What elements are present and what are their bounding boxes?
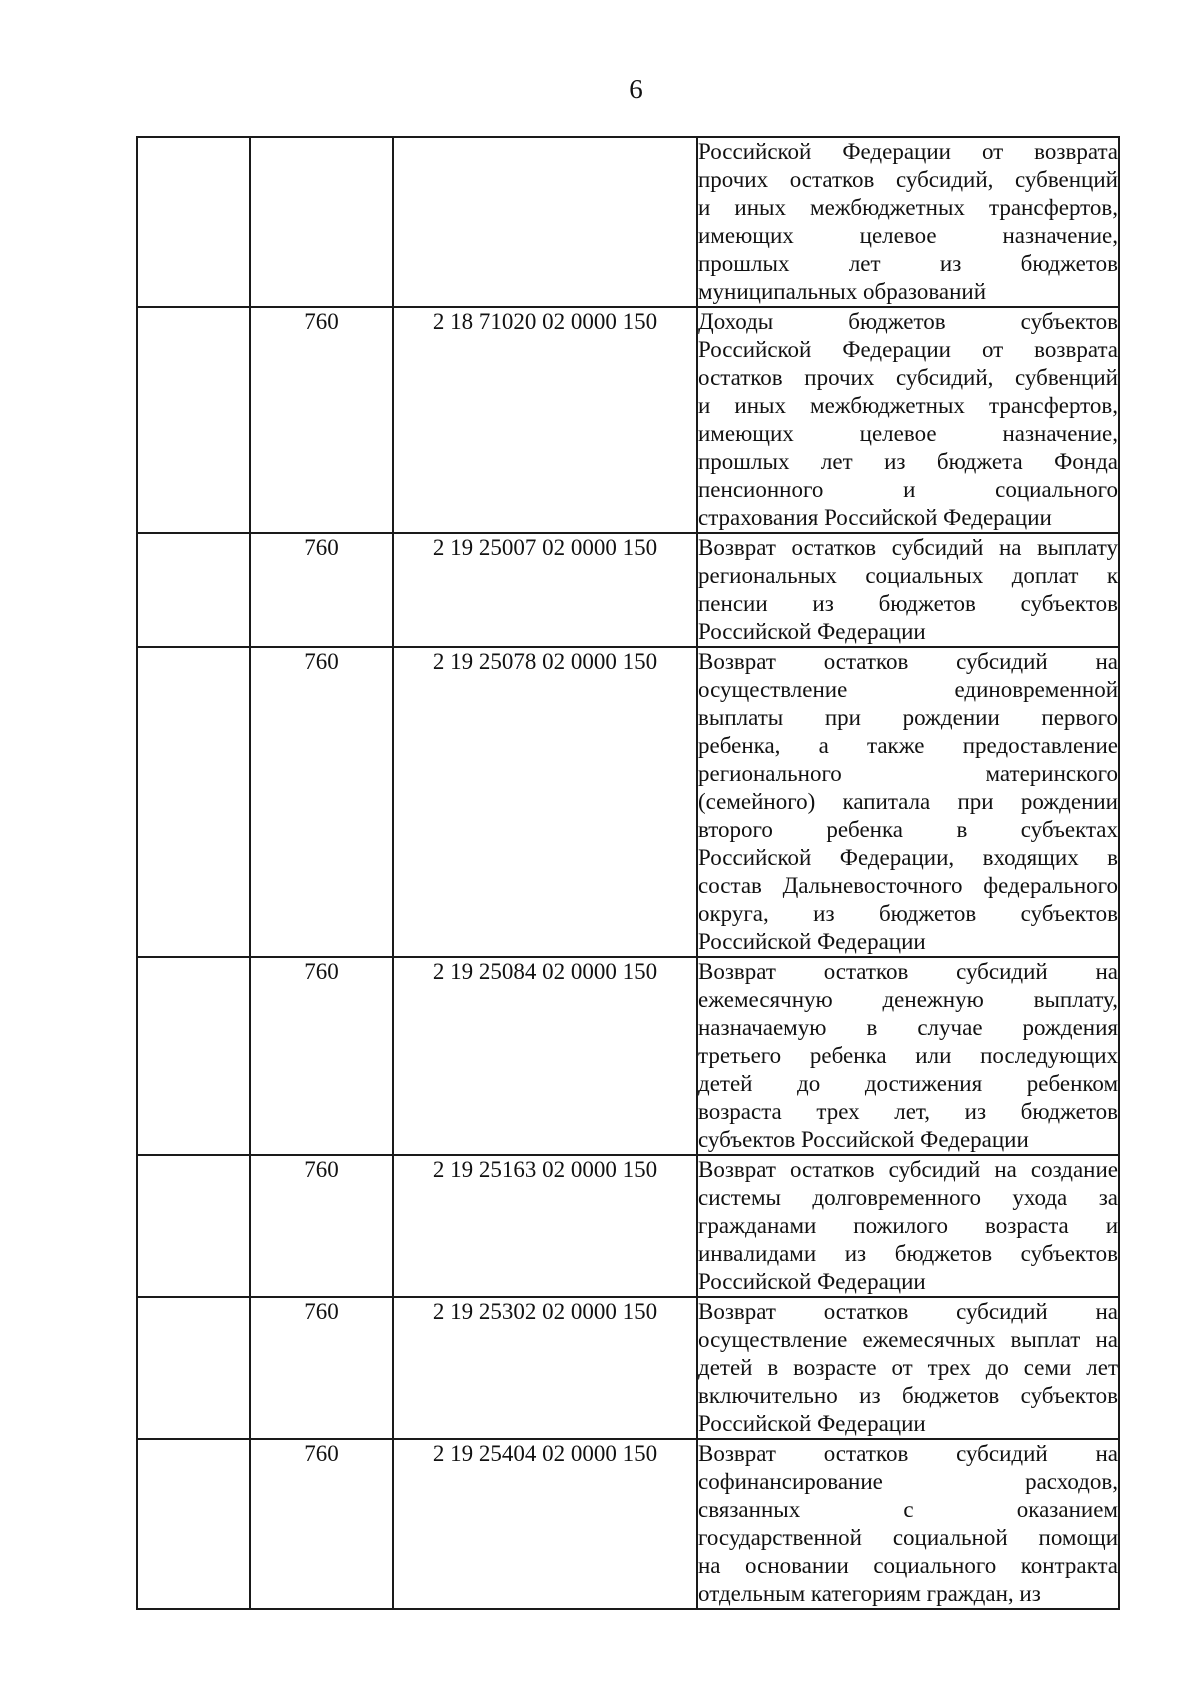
income-code-cell: 2 19 25163 02 0000 150: [393, 1155, 697, 1297]
empty-cell: [137, 307, 250, 533]
admin-code-cell: 760: [250, 647, 393, 957]
table-row: [137, 957, 1119, 1155]
description-line: остатков прочих субсидий, субвенций: [698, 365, 1118, 390]
description-line: Российской Федерации: [698, 1411, 926, 1436]
description-cell: [697, 1439, 1119, 1609]
empty-cell: [137, 1155, 250, 1297]
description-line: Российской Федерации: [698, 1269, 926, 1294]
admin-code-cell: 760: [250, 533, 393, 647]
income-code-cell: 2 19 25078 02 0000 150: [393, 647, 697, 957]
description-line: детей до достижения ребенком: [698, 1071, 1118, 1096]
description-cell: [697, 957, 1119, 1155]
description-line: прошлых лет из бюджетов: [698, 251, 1118, 276]
description-line: прошлых лет из бюджета Фонда: [698, 449, 1118, 474]
description-line: (семейного) капитала при рождении: [698, 789, 1118, 814]
description-line: Российской Федерации: [698, 619, 926, 644]
description-line: Доходы бюджетов субъектов: [698, 309, 1118, 334]
description-cell: [697, 307, 1119, 533]
description-line: третьего ребенка или последующих: [698, 1043, 1118, 1068]
description-cell: [697, 137, 1119, 307]
description-line: включительно из бюджетов субъектов: [698, 1383, 1118, 1408]
empty-cell: [137, 957, 250, 1155]
description-line: на основании социального контракта: [698, 1553, 1118, 1578]
admin-code-cell: 760: [250, 1439, 393, 1609]
empty-cell: [137, 1439, 250, 1609]
income-code-cell: 2 19 25084 02 0000 150: [393, 957, 697, 1155]
description-line: инвалидами из бюджетов субъектов: [698, 1241, 1118, 1266]
description-line: Российской Федерации: [698, 929, 926, 954]
description-line: Российской Федерации от возврата: [698, 337, 1118, 362]
description-line: связанных с оказанием: [698, 1497, 1118, 1522]
description-line: муниципальных образований: [698, 279, 987, 304]
description-line: Российской Федерации, входящих в: [698, 845, 1118, 870]
description-line: имеющих целевое назначение,: [698, 223, 1118, 248]
empty-cell: [137, 137, 250, 307]
income-code-cell: 2 19 25007 02 0000 150: [393, 533, 697, 647]
admin-code-cell: 760: [250, 1155, 393, 1297]
description-line: состав Дальневосточного федерального: [698, 873, 1118, 898]
description-line: страхования Российской Федерации: [698, 505, 1052, 530]
description-line: возраста трех лет, из бюджетов: [698, 1099, 1118, 1124]
income-code-cell: 2 19 25302 02 0000 150: [393, 1297, 697, 1439]
description-line: Российской Федерации от возврата: [698, 139, 1118, 164]
description-line: имеющих целевое назначение,: [698, 421, 1118, 446]
description-cell: [697, 1155, 1119, 1297]
admin-code-cell: 760: [250, 1297, 393, 1439]
description-cell: [697, 533, 1119, 647]
description-line: назначаемую в случае рождения: [698, 1015, 1118, 1040]
description-line: Возврат остатков субсидий на: [698, 649, 1118, 674]
description-line: прочих остатков субсидий, субвенций: [698, 167, 1118, 192]
description-line: государственной социальной помощи: [698, 1525, 1118, 1550]
description-line: осуществление ежемесячных выплат на: [698, 1327, 1118, 1352]
description-line: округа, из бюджетов субъектов: [698, 901, 1118, 926]
empty-cell: [137, 647, 250, 957]
description-line: региональных социальных доплат к: [698, 563, 1118, 588]
description-line: детей в возрасте от трех до семи лет: [698, 1355, 1118, 1380]
description-line: софинансирование расходов,: [698, 1469, 1118, 1494]
description-line: осуществление единовременной: [698, 677, 1118, 702]
admin-code-cell: 760: [250, 307, 393, 533]
income-code-cell: 2 18 71020 02 0000 150: [393, 307, 697, 533]
income-code-cell: 2 19 25404 02 0000 150: [393, 1439, 697, 1609]
description-line: ежемесячную денежную выплату,: [698, 987, 1118, 1012]
description-line: Возврат остатков субсидий на: [698, 959, 1118, 984]
description-line: второго ребенка в субъектах: [698, 817, 1118, 842]
description-line: субъектов Российской Федерации: [698, 1127, 1029, 1152]
table-body: [137, 137, 1119, 1609]
description-line: Возврат остатков субсидий на выплату: [698, 535, 1118, 560]
description-line: Возврат остатков субсидий на: [698, 1441, 1118, 1466]
table-row: [137, 1297, 1119, 1439]
admin-code-cell: [250, 137, 393, 307]
description-line: гражданами пожилого возраста и: [698, 1213, 1118, 1238]
description-line: Возврат остатков субсидий на: [698, 1299, 1118, 1324]
table-row: [137, 647, 1119, 957]
table-row: [137, 1155, 1119, 1297]
budget-codes-table: [136, 136, 1120, 1610]
table-row: [137, 307, 1119, 533]
description-line: регионального материнского: [698, 761, 1118, 786]
description-line: выплаты при рождении первого: [698, 705, 1118, 730]
description-cell: [697, 1297, 1119, 1439]
table-row: [137, 137, 1119, 307]
income-code-cell: [393, 137, 697, 307]
description-line: пенсии из бюджетов субъектов: [698, 591, 1118, 616]
admin-code-cell: 760: [250, 957, 393, 1155]
description-line: отдельным категориям граждан, из: [698, 1581, 1041, 1606]
empty-cell: [137, 533, 250, 647]
table-row: [137, 1439, 1119, 1609]
description-line: и иных межбюджетных трансфертов,: [698, 195, 1118, 220]
description-line: пенсионного и социального: [698, 477, 1118, 502]
description-cell: [697, 647, 1119, 957]
description-line: системы долговременного ухода за: [698, 1185, 1118, 1210]
description-line: ребенка, а также предоставление: [698, 733, 1118, 758]
description-line: Возврат остатков субсидий на создание: [698, 1157, 1118, 1182]
page-number: 6: [629, 74, 643, 104]
description-line: и иных межбюджетных трансфертов,: [698, 393, 1118, 418]
empty-cell: [137, 1297, 250, 1439]
table-row: [137, 533, 1119, 647]
